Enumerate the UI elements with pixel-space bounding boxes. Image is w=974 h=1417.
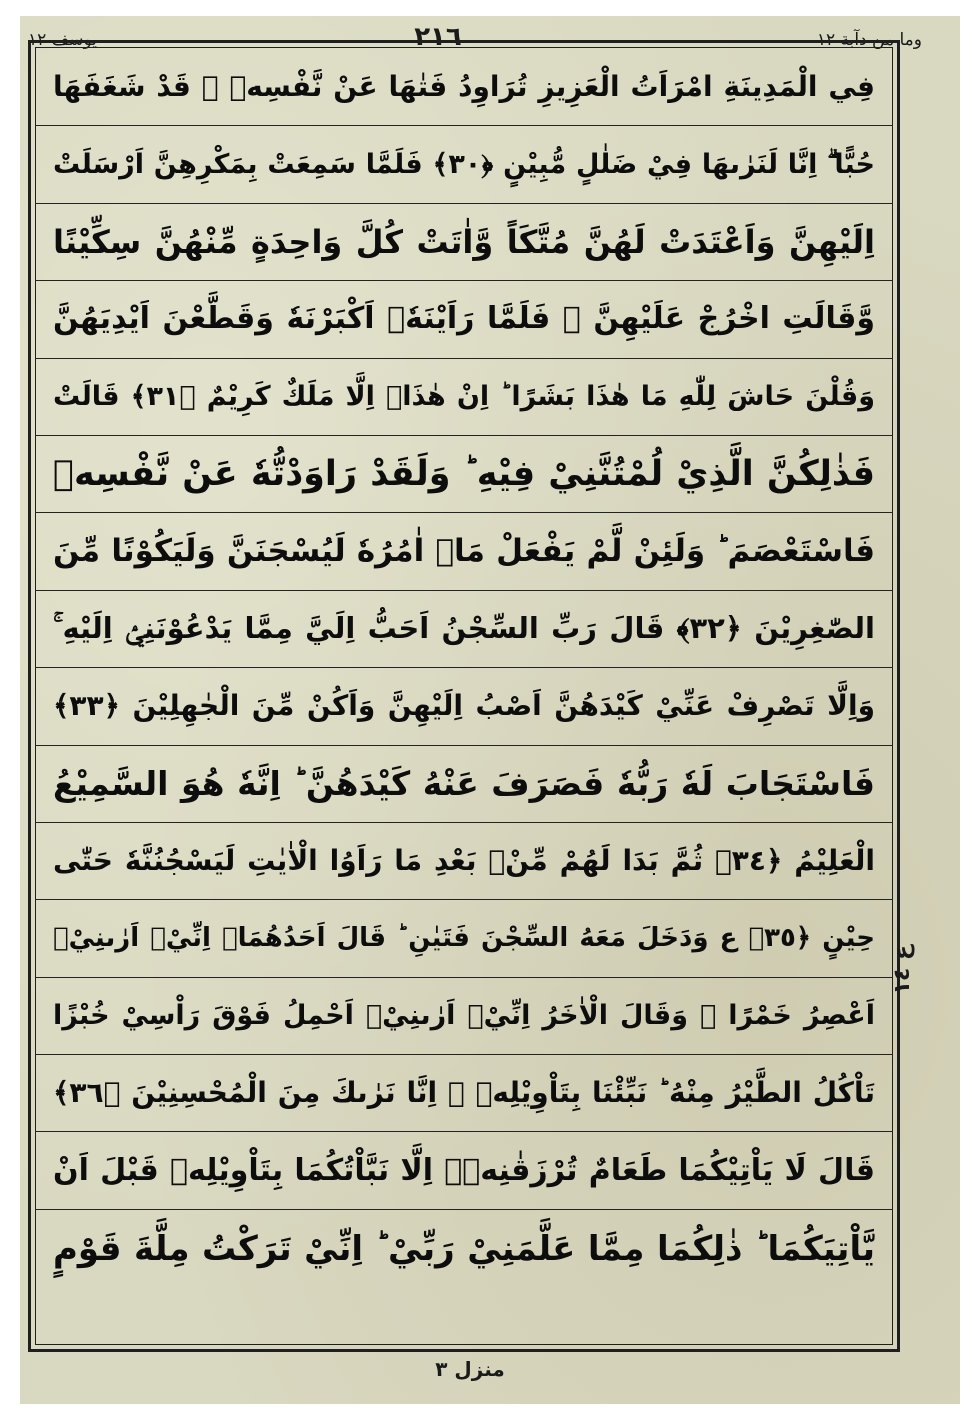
verse-line-text: حُبًّا ۗ اِنَّا لَنَرٰىهَا فِيْ ضَلٰلٍ مُّبِيْنٍ ﴿٣٠﴾ فَلَمَّا سَمِعَتْ بِمَكْرِهِنَّ اَرْسَلَتْ xyxy=(53,149,875,181)
verse-line xyxy=(35,746,893,823)
verse-line-text: وَاِلَّا تَصْرِفْ عَنِّيْ كَيْدَهُنَّ اَصْبُ اِلَيْهِنَّ وَاَكُنْ مِّنَ الْجٰهِلِيْنَ ﴿٣٣﴾ xyxy=(53,689,875,723)
verse-line-text: قَالَ لَا يَاْتِيْكُمَا طَعَامٌ تُرْزَقٰنِهٖۤ اِلَّا نَبَّاْتُكُمَا بِتَاْوِيْلِهٖ قَبْلَ اَنْ xyxy=(53,1152,875,1188)
verse-line xyxy=(35,436,893,513)
verse-line xyxy=(35,900,893,977)
verse-line-text: اَعْصِرُ خَمْرًا ۚ وَقَالَ الْاٰخَرُ اِنِّيْۤ اَرٰىنِيْۤ اَحْمِلُ فَوْقَ رَاْسِيْ خُبْزًا xyxy=(53,1000,875,1032)
verse-line-text: فَذٰلِكُنَّ الَّذِيْ لُمْتُنَّنِيْ فِيْهِ ؕ وَلَقَدْ رَاوَدْتُّهٗ عَنْ نَّفْسِهٖ xyxy=(53,453,875,494)
verse-line-text: تَاْكُلُ الطَّيْرُ مِنْهُ ؕ نَبِّئْنَا بِتَاْوِيْلِهٖ ۚ اِنَّا نَرٰىكَ مِنَ الْمُحْسِنِيْنَ ﴿٣٦﴾ xyxy=(53,1076,875,1110)
ruku-margin-note: ع ١٤ xyxy=(890,945,915,995)
manzil-marker: منزل ٣ xyxy=(435,1357,505,1381)
verse-line xyxy=(35,1210,893,1287)
verse-line-text: اِلَيْهِنَّ وَاَعْتَدَتْ لَهُنَّ مُتَّكَاً وَّاٰتَتْ كُلَّ وَاحِدَةٍ مِّنْهُنَّ سِكِّيْنًا xyxy=(53,222,875,261)
verse-line-text: وَقُلْنَ حَاشَ لِلّٰهِ مَا هٰذَا بَشَرًا ؕ اِنْ هٰذَاۤ اِلَّا مَلَكٌ كَرِيْمٌ ﴿٣١﴾ قَالَتْ xyxy=(53,381,875,413)
verse-line-text: فَاسْتَعْصَمَ ؕ وَلَئِنْ لَّمْ يَفْعَلْ مَاۤ اٰمُرُهٗ لَيُسْجَنَنَّ وَلَيَكُوْنًا مِّنَ xyxy=(53,533,875,570)
verse-line-text: الصّٰغِرِيْنَ ﴿٣٢﴾ قَالَ رَبِّ السِّجْنُ اَحَبُّ اِلَيَّ مِمَّا يَدْعُوْنَنِيْۤ اِلَيْهِ ۚ xyxy=(53,611,875,646)
verse-line xyxy=(35,591,893,668)
verse-line xyxy=(35,204,893,281)
verse-line xyxy=(35,513,893,590)
verse-line-text: وَّقَالَتِ اخْرُجْ عَلَيْهِنَّ ۚ فَلَمَّا رَاَيْنَهٗۤ اَكْبَرْنَهٗ وَقَطَّعْنَ اَيْدِيَهُنَّ xyxy=(53,301,875,337)
verse-line xyxy=(35,359,893,436)
verse-line xyxy=(35,1055,893,1132)
page-number: ٢١٦ xyxy=(414,22,462,52)
para-name: وما من دآبة ١٢ xyxy=(816,30,922,50)
verse-lines xyxy=(35,49,893,1287)
verse-line-text: فِي الْمَدِينَةِ امْرَاَتُ الْعَزِيزِ تُرَاوِدُ فَتٰهَا عَنْ نَّفْسِهٖ ۚ قَدْ شَغَفَهَا xyxy=(53,70,875,104)
page-footer xyxy=(0,1355,940,1385)
verse-line-text: فَاسْتَجَابَ لَهٗ رَبُّهٗ فَصَرَفَ عَنْهُ كَيْدَهُنَّ ؕ اِنَّهٗ هُوَ السَّمِيْعُ xyxy=(53,764,875,804)
verse-line xyxy=(35,978,893,1055)
verse-line xyxy=(35,823,893,900)
verse-line xyxy=(35,126,893,203)
surah-name: يوسف ١٢ xyxy=(28,30,98,50)
verse-line-text: حِيْنٍ ﴿٣٥﴾ ع وَدَخَلَ مَعَهُ السِّجْنَ فَتَيٰنِ ؕ قَالَ اَحَدُهُمَاۤ اِنِّيْۤ اَرٰىنِيْۤ xyxy=(53,923,875,954)
verse-line xyxy=(35,49,893,126)
verse-line-text: الْعَلِيْمُ ﴿٣٤﴾ ثُمَّ بَدَا لَهُمْ مِّنْۢ بَعْدِ مَا رَاَوُا الْاٰيٰتِ لَيَسْجُنُنَّهٗ حَتّٰى xyxy=(53,844,875,878)
verse-line-text: يَّاْتِيَكُمَا ؕ ذٰلِكُمَا مِمَّا عَلَّمَنِيْ رَبِّيْ ؕ اِنِّيْ تَرَكْتُ مِلَّةَ قَوْمٍ xyxy=(53,1228,875,1269)
verse-line xyxy=(35,281,893,358)
verse-line xyxy=(35,668,893,745)
verse-line xyxy=(35,1132,893,1209)
